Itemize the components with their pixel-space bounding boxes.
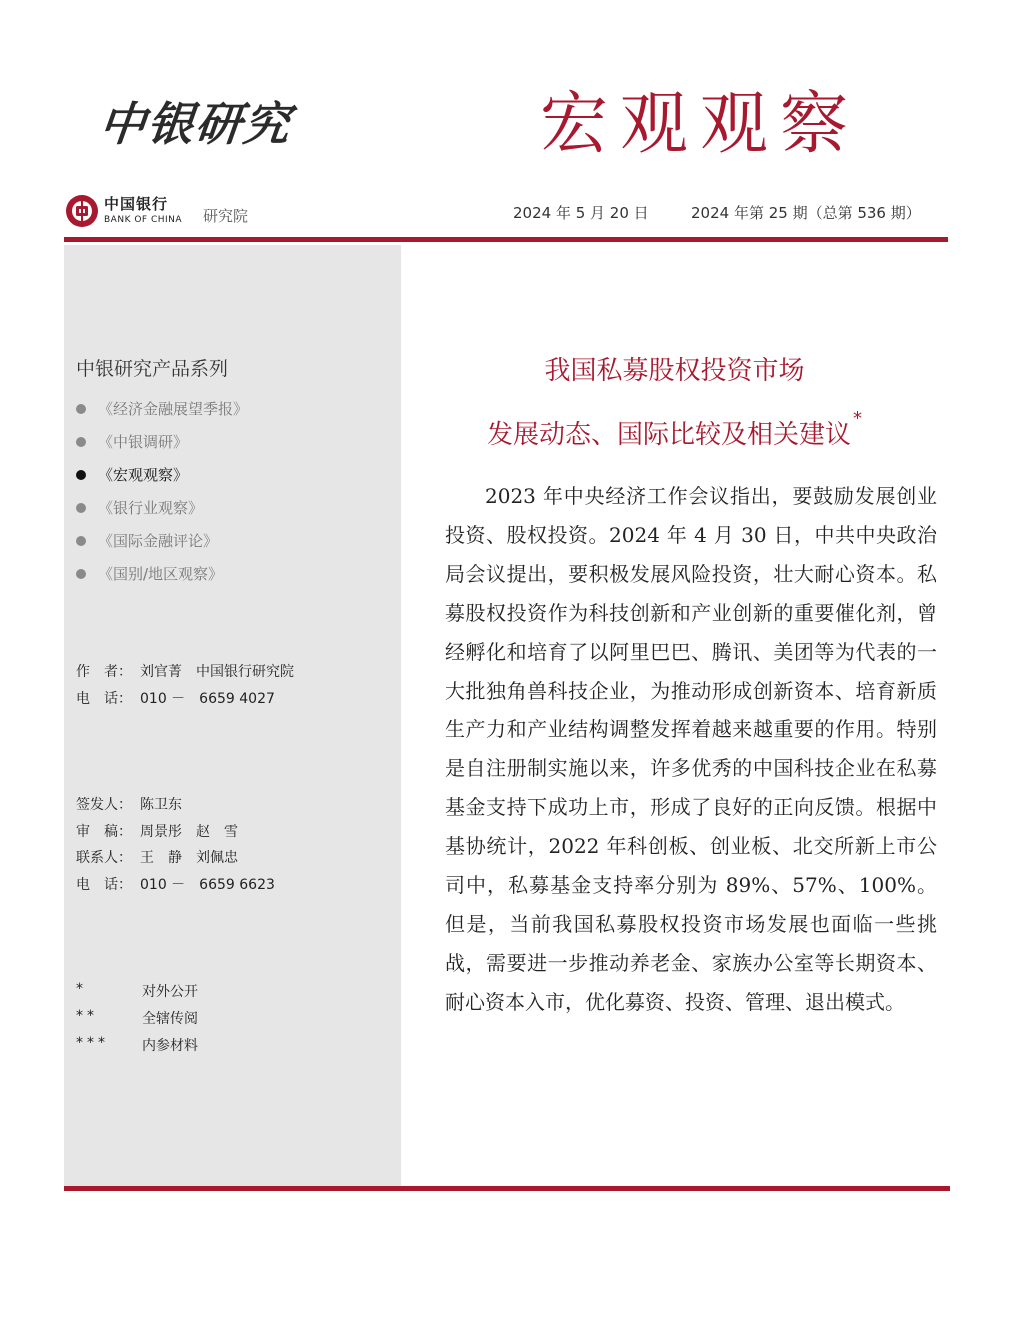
meta-value: 王 静 刘佩忠 bbox=[140, 850, 238, 866]
classification-row bbox=[76, 1008, 198, 1035]
article-title-line1: 我国私募股权投资市场 bbox=[544, 356, 805, 386]
product-item bbox=[76, 524, 248, 557]
author-phone-row bbox=[76, 688, 294, 715]
product-label: 《中银调研》 bbox=[98, 433, 189, 451]
classification-symbol: *** bbox=[76, 1035, 109, 1051]
product-label: 《银行业观察》 bbox=[98, 499, 204, 517]
brand-logo-text: 中银研究 bbox=[96, 97, 295, 151]
header-divider bbox=[64, 237, 948, 242]
meta-value: 刘官菁 中国银行研究院 bbox=[140, 664, 294, 680]
meta-label: 电 话： bbox=[76, 876, 132, 893]
product-item bbox=[76, 392, 248, 425]
product-label: 《经济金融展望季报》 bbox=[98, 400, 249, 418]
product-item bbox=[76, 557, 248, 590]
product-item bbox=[76, 425, 248, 458]
reviewer-row bbox=[76, 821, 275, 848]
bank-name-en: BANK OF CHINA bbox=[104, 215, 183, 225]
meta-label: 作 者： bbox=[76, 664, 132, 680]
bullet-icon bbox=[76, 404, 86, 414]
author-info bbox=[76, 661, 294, 714]
product-label: 《国别/地区观察》 bbox=[98, 565, 224, 583]
meta-value: 010 － 6659 6623 bbox=[140, 876, 275, 893]
footnote-mark: * bbox=[853, 408, 862, 429]
issue-number: 2024 年第 25 期（总第 536 期） bbox=[691, 204, 921, 222]
institute-label: 研究院 bbox=[203, 207, 249, 225]
meta-label: 签发人： bbox=[76, 797, 132, 813]
meta-label: 电 话： bbox=[76, 690, 132, 707]
article-body: 2023 年中央经济工作会议指出，要鼓励发展创业投资、股权投资。2024 年 4 月 30 日，中共中央政治局会议提出，要积极发展风险投资，壮大耐心资本。私募股权投资作为科技创新和产业创新的重要催化剂，曾经孵化和培育了以阿里巴巴、腾讯、美团等为代表的一大批独角兽科技企业，为推动形成创新资本、培育新质生产力和产业结构调整发挥着越来越重要的作用。特别是自注册制实施以来，许多优秀的中国科技企业在私募基金支持下成功上市，形成了良好的正向反馈。根据中基协统计，2022 年科创板、创业板、北交所新上市公司中，私募基金支持率分别为 89%、57%、100%。但是，当前我国私募股权投资市场发展也面临一些挑战，需要进一步推动养老金、家族办公室等长期资本、耐心资本入市，优化募资、投资、管理、退出模式。 bbox=[445, 484, 937, 1014]
contact-row bbox=[76, 847, 275, 874]
meta-value: 陈卫东 bbox=[140, 797, 182, 813]
publish-date: 2024 年 5 月 20 日 bbox=[513, 204, 649, 222]
bullet-icon bbox=[76, 470, 86, 480]
contact-phone-row bbox=[76, 874, 275, 901]
article-title-line2 bbox=[401, 408, 948, 451]
editorial-info bbox=[76, 794, 275, 900]
meta-label: 联系人： bbox=[76, 850, 132, 866]
product-item-active bbox=[76, 458, 248, 491]
bank-of-china-logo bbox=[64, 193, 194, 233]
series-title: 宏观观察 bbox=[540, 85, 861, 164]
bank-name-cn: 中国银行 bbox=[104, 195, 169, 213]
product-label: 《宏观观察》 bbox=[98, 466, 189, 484]
bullet-icon bbox=[76, 569, 86, 579]
meta-value: 周景彤 赵 雪 bbox=[140, 823, 238, 840]
classification-symbol: ** bbox=[76, 1008, 98, 1024]
classification-label: 全辖传阅 bbox=[142, 1011, 198, 1027]
product-series-heading: 中银研究产品系列 bbox=[76, 358, 229, 380]
article-title-text: 发展动态、国际比较及相关建议 bbox=[486, 420, 851, 450]
product-item bbox=[76, 491, 248, 524]
classification-label: 对外公开 bbox=[142, 984, 198, 1000]
meta-label: 审 稿： bbox=[76, 823, 132, 840]
bank-of-china-emblem-icon bbox=[64, 193, 100, 229]
bullet-icon bbox=[76, 437, 86, 447]
classification-row bbox=[76, 1035, 198, 1062]
classification-symbol: * bbox=[76, 981, 87, 997]
product-list bbox=[76, 392, 248, 590]
issuer-row bbox=[76, 794, 275, 821]
classification-row bbox=[76, 981, 198, 1008]
footer-divider bbox=[64, 1186, 950, 1191]
author-row bbox=[76, 661, 294, 688]
classification-legend bbox=[76, 981, 198, 1062]
bullet-icon bbox=[76, 536, 86, 546]
bullet-icon bbox=[76, 503, 86, 513]
classification-label: 内参材料 bbox=[142, 1038, 198, 1054]
meta-value: 010 － 6659 4027 bbox=[140, 690, 275, 707]
product-label: 《国际金融评论》 bbox=[98, 532, 219, 550]
